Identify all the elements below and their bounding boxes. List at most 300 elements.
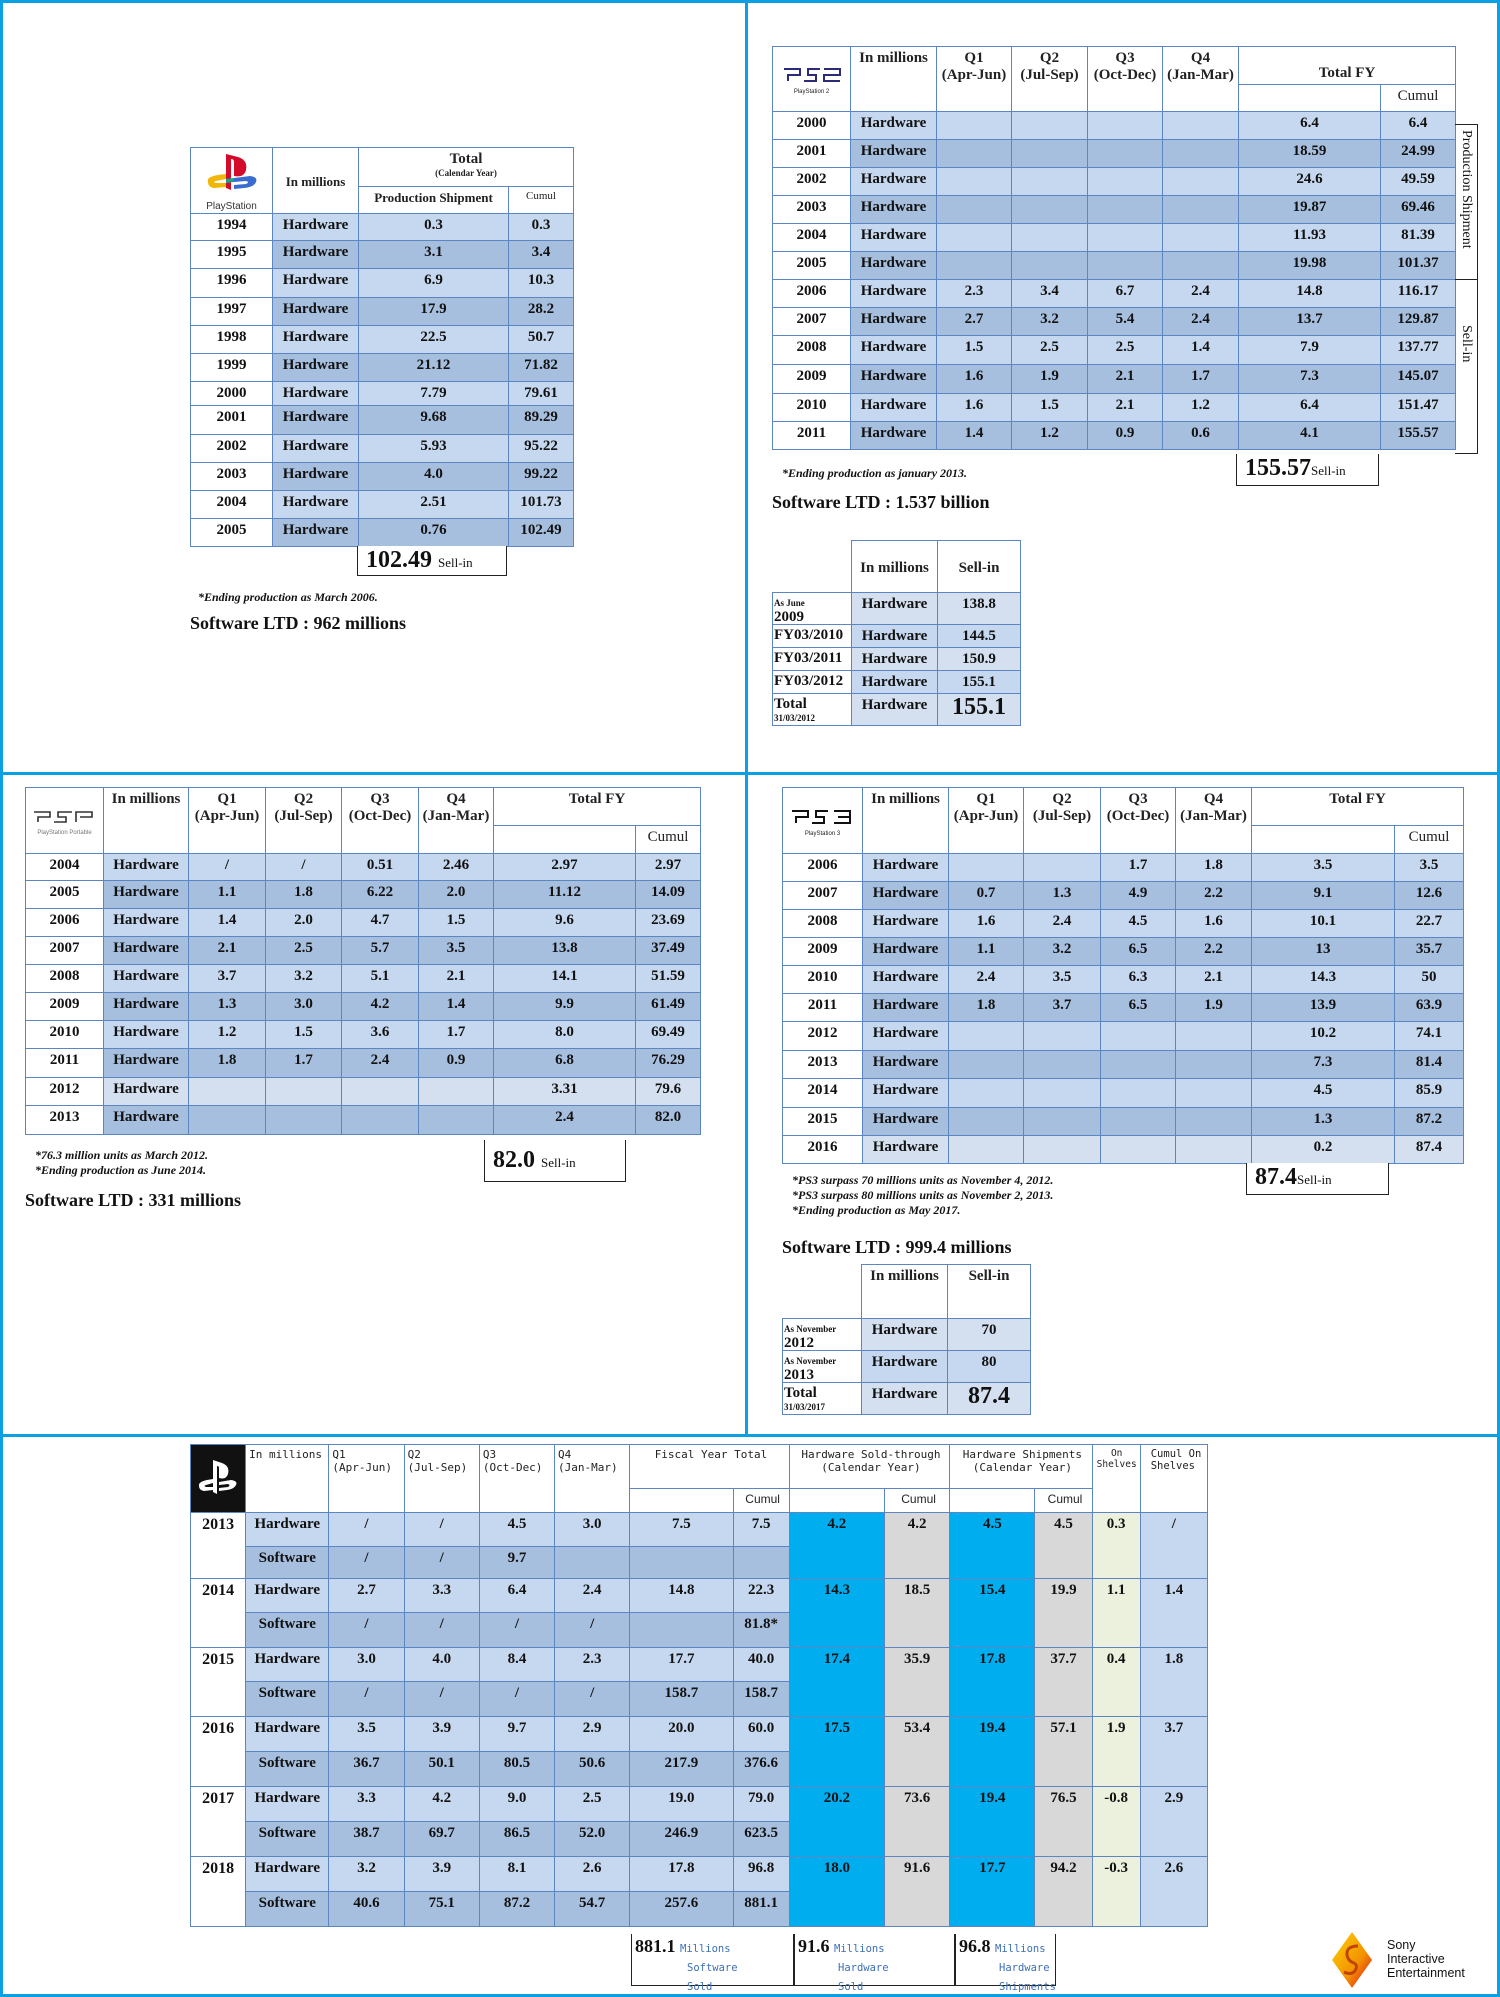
ps2-type: Hardware <box>851 365 937 394</box>
ps4-q1: 40.6 <box>329 1892 404 1927</box>
ps3-note-2: *PS3 surpass 80 millions units as November 2, 2013. <box>792 1188 1054 1202</box>
psp-header-blank <box>494 826 636 854</box>
psp-cumul: 2.97 <box>636 854 701 881</box>
ps4-header-shipments <box>950 1445 1092 1489</box>
ps3-header-q1 <box>949 788 1024 854</box>
psp-header-q1 <box>189 788 266 854</box>
ps4-type: Software <box>246 1822 329 1857</box>
sie-diamond-icon <box>1330 1930 1374 1990</box>
ps2-q3 <box>1088 168 1163 196</box>
ps3-row <box>783 1136 1464 1164</box>
ps4-total-software-value: 881.1 <box>635 1936 676 1956</box>
ps2-year: 2011 <box>773 422 851 450</box>
psp-q1: 1.8 <box>189 1049 266 1078</box>
ps4-q4: 54.7 <box>555 1892 630 1927</box>
ps2-q3-sub: (Oct-Dec) <box>1093 67 1157 83</box>
ps2-type: Hardware <box>851 252 937 280</box>
ps4-q2: 3.3 <box>404 1579 479 1613</box>
ps4-total-hw-ship-l2: Hardware <box>999 1962 1050 1974</box>
ps2-header-blank <box>1239 85 1381 112</box>
ps2-total: 19.98 <box>1239 252 1381 280</box>
ps3-row <box>783 910 1464 938</box>
ps4-shipments-cumul: 37.7 <box>1035 1648 1092 1717</box>
ps2-total: 7.3 <box>1239 365 1381 394</box>
ps1-table <box>190 147 574 547</box>
ps4-year: 2017 <box>191 1787 246 1857</box>
ps2-cumul: 6.4 <box>1381 112 1456 140</box>
ps2-header-q3 <box>1088 47 1163 112</box>
ps3-q3: Q3 <box>1128 791 1148 807</box>
ps1-row <box>191 326 574 354</box>
psp-q3: 5.1 <box>342 965 419 993</box>
ps4-type: Hardware <box>246 1648 329 1682</box>
ps3-q1 <box>949 1108 1024 1136</box>
ps4-shipments: 17.7 <box>950 1857 1035 1927</box>
ps4-ship-blank <box>950 1489 1035 1513</box>
psp-type: Hardware <box>104 965 189 993</box>
ps4-q2: 3.9 <box>404 1717 479 1752</box>
ps2-table <box>772 46 1456 450</box>
ps2-q2: 3.4 <box>1012 280 1088 308</box>
ps3-row <box>783 1079 1464 1108</box>
ps4-q4: Q4 <box>558 1448 572 1461</box>
ps3-total: 7.3 <box>1252 1051 1395 1079</box>
ps1-cumul: 102.49 <box>509 519 574 547</box>
ps1-logo-text: PlayStation <box>206 201 257 212</box>
psp-q4: 2.0 <box>419 881 494 909</box>
ps4-type: Software <box>246 1752 329 1787</box>
ps4-type: Software <box>246 1682 329 1717</box>
ps2-cumul: 137.77 <box>1381 336 1456 365</box>
psp-total: 14.1 <box>494 965 636 993</box>
ps2-year: 2007 <box>773 308 851 336</box>
psp-q1: 1.4 <box>189 909 266 937</box>
ps3-table <box>782 787 1464 1164</box>
ps4-q1: / <box>329 1547 404 1579</box>
psp-q2: 2.0 <box>266 909 342 937</box>
ps3-logo <box>783 788 863 854</box>
psp-total: 2.4 <box>494 1106 636 1135</box>
psp-q2: 3.2 <box>266 965 342 993</box>
ps4-q3-sub: (Oct-Dec) <box>482 1461 543 1474</box>
ps1-type: Hardware <box>273 491 359 519</box>
ps1-value: 3.1 <box>359 241 509 269</box>
psp-q4: 2.1 <box>419 965 494 993</box>
ps3-sellin-label <box>783 1383 862 1415</box>
ps3-cumul: 22.7 <box>1395 910 1464 938</box>
ps4-q2-sub: (Jul-Sep) <box>407 1461 468 1474</box>
psp-year: 2005 <box>26 881 104 909</box>
ps4-cumul: 376.6 <box>733 1752 789 1787</box>
psp-type: Hardware <box>104 937 189 965</box>
ps4-total-hw-ship-value: 96.8 <box>959 1936 991 1956</box>
ps2-type: Hardware <box>851 112 937 140</box>
ps3-cumul: 3.5 <box>1395 854 1464 882</box>
psp-row <box>26 909 701 937</box>
ps1-year: 1996 <box>191 269 273 298</box>
ps3-q3: 6.5 <box>1101 994 1176 1022</box>
ps4-sold-through: 17.5 <box>789 1717 884 1787</box>
ps4-q3: / <box>479 1682 554 1717</box>
ps4-shipments: 19.4 <box>950 1717 1035 1787</box>
ps4-header-in-millions: In millions <box>246 1445 329 1513</box>
ps1-cumul: 0.3 <box>509 214 574 241</box>
ps1-type: Hardware <box>273 269 359 298</box>
ps4-total: 257.6 <box>630 1892 733 1927</box>
ps4-row-hardware <box>191 1717 1208 1752</box>
psp-q3: 0.51 <box>342 854 419 881</box>
ps4-shipments-label: Hardware Shipments <box>962 1448 1082 1461</box>
ps4-on-shelves: -0.3 <box>1092 1857 1140 1927</box>
ps1-value: 5.93 <box>359 435 509 463</box>
ps3-year: 2012 <box>783 1022 863 1051</box>
ps3-q4 <box>1176 1022 1252 1051</box>
ps2-row <box>773 252 1456 280</box>
ps4-q4: 2.5 <box>555 1787 630 1822</box>
ps2-q2: 1.5 <box>1012 394 1088 422</box>
ps3-sellin-label-main: 2012 <box>784 1335 814 1351</box>
ps4-sold-through: 17.4 <box>789 1648 884 1717</box>
ps4-row-hardware <box>191 1513 1208 1547</box>
ps2-sellin-type: Hardware <box>852 593 938 625</box>
ps4-q3: 9.7 <box>479 1717 554 1752</box>
ps4-cumul: 881.1 <box>733 1892 789 1927</box>
psp-total: 2.97 <box>494 854 636 881</box>
ps3-header-q3 <box>1101 788 1176 854</box>
ps4-type: Hardware <box>246 1717 329 1752</box>
ps3-q2 <box>1024 1079 1101 1108</box>
ps1-cumul: 50.7 <box>509 326 574 354</box>
ps2-sellin-row <box>773 694 1021 726</box>
psp-year: 2009 <box>26 993 104 1021</box>
ps4-total: 19.0 <box>630 1787 733 1822</box>
ps1-value: 9.68 <box>359 406 509 435</box>
ps1-row <box>191 214 574 241</box>
ps3-q3 <box>1101 1022 1176 1051</box>
ps4-total <box>630 1547 733 1579</box>
ps3-sellin-corner <box>783 1265 862 1319</box>
ps2-total: 7.9 <box>1239 336 1381 365</box>
ps2-total: 6.4 <box>1239 394 1381 422</box>
ps4-q4: 2.9 <box>555 1717 630 1752</box>
ps1-year: 2003 <box>191 463 273 491</box>
ps4-on-shelves: 0.4 <box>1092 1648 1140 1717</box>
ps3-cumul: 63.9 <box>1395 994 1464 1022</box>
ps1-cumul: 10.3 <box>509 269 574 298</box>
ps4-sold-through: 20.2 <box>789 1787 884 1857</box>
ps3-q3: 1.7 <box>1101 854 1176 882</box>
psp-cumul: 82.0 <box>636 1106 701 1135</box>
psp-q2-sub: (Jul-Sep) <box>274 808 333 824</box>
ps4-q1: Q1 <box>332 1448 346 1461</box>
ps2-cumul: 101.37 <box>1381 252 1456 280</box>
ps4-q4 <box>555 1547 630 1579</box>
ps4-on-shelves: 1.1 <box>1092 1579 1140 1648</box>
ps4-total-software-l3: Sold <box>687 1981 713 1993</box>
ps4-sold-through-cumul: 18.5 <box>884 1579 949 1648</box>
sie-line-2: Interactive <box>1387 1952 1445 1966</box>
ps4-sold-through-cumul: 53.4 <box>884 1717 949 1787</box>
psp-year: 2011 <box>26 1049 104 1078</box>
psp-q1: 3.7 <box>189 965 266 993</box>
ps2-total-box <box>1236 454 1379 486</box>
ps3-q1: 1.6 <box>949 910 1024 938</box>
psp-cumul: 14.09 <box>636 881 701 909</box>
ps3-total: 13 <box>1252 938 1395 966</box>
ps3-sellin-label <box>783 1351 862 1383</box>
ps3-q3 <box>1101 1079 1176 1108</box>
ps3-sellin-row <box>783 1383 1031 1415</box>
ps3-sellin-label-main: 2013 <box>784 1367 814 1383</box>
psp-q3-sub: (Oct-Dec) <box>348 808 412 824</box>
ps4-shipments: 17.8 <box>950 1648 1035 1717</box>
ps4-q3: Q3 <box>482 1448 497 1461</box>
ps3-type: Hardware <box>863 910 949 938</box>
ps2-sellin-corner <box>773 541 852 593</box>
ps2-sellin-type: Hardware <box>852 625 938 648</box>
ps4-cumul-on-shelves: / <box>1140 1513 1207 1579</box>
psp-q2 <box>266 1106 342 1135</box>
ps2-header-total-fy: Total FY <box>1239 47 1456 85</box>
ps3-row <box>783 938 1464 966</box>
psp-q2: Q2 <box>293 791 314 807</box>
psp-total: 8.0 <box>494 1021 636 1049</box>
ps3-type: Hardware <box>863 1136 949 1164</box>
ps4-q4: 52.0 <box>555 1822 630 1857</box>
ps2-year: 2004 <box>773 224 851 252</box>
psp-software-ltd: Software LTD : 331 millions <box>25 1190 242 1210</box>
ps3-q1 <box>949 1079 1024 1108</box>
ps4-q1: 38.7 <box>329 1822 404 1857</box>
psp-total-value: 82.0 <box>493 1147 535 1173</box>
ps3-q1: Q1 <box>976 791 996 807</box>
psp-q4: 1.7 <box>419 1021 494 1049</box>
ps4-q4: 2.3 <box>555 1648 630 1682</box>
ps3-note-1: *PS3 surpass 70 millions units as November 4, 2012. <box>792 1173 1054 1187</box>
psp-cumul: 76.29 <box>636 1049 701 1078</box>
ps2-type: Hardware <box>851 336 937 365</box>
ps3-sellin-label-main: Total <box>784 1385 817 1401</box>
ps1-cumul: 89.29 <box>509 406 574 435</box>
ps4-total-hw-sold-l1: Millions <box>834 1943 885 1955</box>
ps3-year: 2006 <box>783 854 863 882</box>
psp-header-total-fy: Total FY <box>494 788 701 826</box>
ps3-logo-text: PlayStation 3 <box>804 830 841 837</box>
ps1-total-box <box>357 546 507 576</box>
ps3-year: 2016 <box>783 1136 863 1164</box>
psp-year: 2012 <box>26 1078 104 1106</box>
ps2-q3 <box>1088 112 1163 140</box>
ps2-q4 <box>1163 252 1239 280</box>
psp-cumul: 79.6 <box>636 1078 701 1106</box>
ps2-sellin-label-small: 31/03/2012 <box>774 713 816 723</box>
ps3-total: 13.9 <box>1252 994 1395 1022</box>
ps3-q3 <box>1101 1108 1176 1136</box>
ps1-type: Hardware <box>273 463 359 491</box>
ps1-header-production-shipment: Production Shipment <box>359 187 509 214</box>
ps3-type: Hardware <box>863 1079 949 1108</box>
ps2-year: 2010 <box>773 394 851 422</box>
ps2-header-q1 <box>937 47 1012 112</box>
ps1-year: 1997 <box>191 298 273 326</box>
ps4-q3: 8.4 <box>479 1648 554 1682</box>
ps2-q2 <box>1012 252 1088 280</box>
ps4-total: 14.8 <box>630 1579 733 1613</box>
ps4-q1-sub: (Apr-Jun) <box>332 1461 392 1474</box>
ps2-q2: 3.2 <box>1012 308 1088 336</box>
ps4-q2: 3.9 <box>404 1857 479 1892</box>
ps3-sellin-header-in-millions: In millions <box>862 1265 948 1319</box>
ps4-total-hw-sold-l3: Sold <box>838 1981 864 1993</box>
ps4-on-shelves: 0.3 <box>1092 1513 1140 1579</box>
psp-q3: 6.22 <box>342 881 419 909</box>
ps4-shipments: 4.5 <box>950 1513 1035 1579</box>
ps3-sellin-row <box>783 1319 1031 1351</box>
ps4-table <box>190 1444 1208 1927</box>
ps2-sellin-value: 155.1 <box>938 671 1021 694</box>
psp-logo-icon <box>32 809 98 825</box>
ps2-q4: 1.4 <box>1163 336 1239 365</box>
ps2-total: 14.8 <box>1239 280 1381 308</box>
ps4-shipments-cumul: 19.9 <box>1035 1579 1092 1648</box>
ps4-on-shelves: 1.9 <box>1092 1717 1140 1787</box>
ps2-total-label: Sell-in <box>1311 463 1346 478</box>
ps3-total-box <box>1246 1163 1389 1195</box>
ps2-row <box>773 140 1456 168</box>
ps3-row <box>783 1051 1464 1079</box>
psp-q4 <box>419 1078 494 1106</box>
ps2-sellin-label: FY03/2012 <box>773 671 852 694</box>
ps3-type: Hardware <box>863 966 949 994</box>
ps1-cumul: 28.2 <box>509 298 574 326</box>
ps3-q4: 1.8 <box>1176 854 1252 882</box>
ps4-total-hw-sold-value: 91.6 <box>798 1936 830 1956</box>
ps4-total: 246.9 <box>630 1822 733 1857</box>
ps1-row <box>191 491 574 519</box>
ps3-year: 2008 <box>783 910 863 938</box>
ps2-row <box>773 196 1456 224</box>
ps4-q3: 6.4 <box>479 1579 554 1613</box>
ps2-cumul: 151.47 <box>1381 394 1456 422</box>
ps1-type: Hardware <box>273 519 359 547</box>
psp-q3: 5.7 <box>342 937 419 965</box>
psp-year: 2007 <box>26 937 104 965</box>
ps2-q3: 6.7 <box>1088 280 1163 308</box>
sie-text <box>1387 1938 1465 1980</box>
ps3-sellin-type: Hardware <box>862 1351 948 1383</box>
ps2-total-value: 155.57 <box>1245 455 1311 481</box>
ps1-year: 2004 <box>191 491 273 519</box>
ps4-q4: 2.4 <box>555 1579 630 1613</box>
psp-q3: 4.2 <box>342 993 419 1021</box>
ps4-q1: / <box>329 1682 404 1717</box>
ps2-q1 <box>937 196 1012 224</box>
ps3-sellin-value: 87.4 <box>948 1383 1031 1415</box>
ps2-header-q4 <box>1163 47 1239 112</box>
ps1-logo <box>191 148 273 214</box>
ps4-cumul-on-shelves: 3.7 <box>1140 1717 1207 1787</box>
psp-q4 <box>419 1106 494 1135</box>
psp-total-label: Sell-in <box>541 1155 576 1170</box>
ps3-q1 <box>949 1051 1024 1079</box>
psp-cumul: 61.49 <box>636 993 701 1021</box>
ps1-row <box>191 382 574 406</box>
ps3-sellin-row <box>783 1351 1031 1383</box>
ps1-total-value: 102.49 <box>366 547 432 573</box>
ps4-type: Hardware <box>246 1513 329 1547</box>
ps3-sellin-label-small: As November <box>784 1356 837 1366</box>
ps4-q2: 4.0 <box>404 1648 479 1682</box>
psp-q2: / <box>266 854 342 881</box>
psp-q1 <box>189 1078 266 1106</box>
ps4-shipments: 19.4 <box>950 1787 1035 1857</box>
ps3-type: Hardware <box>863 1108 949 1136</box>
ps2-sellin-type: Hardware <box>852 671 938 694</box>
ps2-q3: Q3 <box>1115 50 1135 66</box>
ps3-q2: 3.2 <box>1024 938 1101 966</box>
ps3-cumul: 87.4 <box>1395 1136 1464 1164</box>
psp-q2: 1.5 <box>266 1021 342 1049</box>
ps1-type: Hardware <box>273 214 359 241</box>
psp-year: 2010 <box>26 1021 104 1049</box>
psp-total-box <box>484 1140 626 1182</box>
ps1-row <box>191 298 574 326</box>
psp-type: Hardware <box>104 993 189 1021</box>
ps2-sellin-row <box>773 648 1021 671</box>
ps2-type: Hardware <box>851 394 937 422</box>
ps4-q3: 9.0 <box>479 1787 554 1822</box>
psp-type: Hardware <box>104 1106 189 1135</box>
psp-q3: 3.6 <box>342 1021 419 1049</box>
sie-line-3: Entertainment <box>1387 1966 1465 1980</box>
ps1-row <box>191 463 574 491</box>
ps4-cumul <box>733 1547 789 1579</box>
ps1-row <box>191 435 574 463</box>
ps2-year: 2005 <box>773 252 851 280</box>
ps2-total: 18.59 <box>1239 140 1381 168</box>
psp-q4-sub: (Jan-Mar) <box>422 808 490 824</box>
ps2-q3 <box>1088 196 1163 224</box>
ps3-row <box>783 882 1464 910</box>
psp-cumul: 37.49 <box>636 937 701 965</box>
ps3-row <box>783 1108 1464 1136</box>
ps3-sellin-table <box>782 1264 1031 1415</box>
ps2-sellin-row <box>773 593 1021 625</box>
ps2-year: 2006 <box>773 280 851 308</box>
ps3-q4: 1.6 <box>1176 910 1252 938</box>
ps1-header-cumul: Cumul <box>509 187 574 214</box>
ps2-sellin-type: Hardware <box>852 648 938 671</box>
ps2-type: Hardware <box>851 196 937 224</box>
ps4-q2: / <box>404 1682 479 1717</box>
ps4-total-software-l1: Millions <box>680 1943 731 1955</box>
ps4-cumul-on-shelves: 2.6 <box>1140 1857 1207 1927</box>
ps1-year: 2001 <box>191 406 273 435</box>
ps4-q4: / <box>555 1682 630 1717</box>
ps2-cumul: 129.87 <box>1381 308 1456 336</box>
ps2-q2 <box>1012 140 1088 168</box>
ps3-sellin-value: 80 <box>948 1351 1031 1383</box>
ps3-year: 2014 <box>783 1079 863 1108</box>
psp-notes <box>35 1148 208 1178</box>
ps4-q1: 3.5 <box>329 1717 404 1752</box>
psp-row <box>26 1078 701 1106</box>
ps1-calendar-year-label: (Calendar Year) <box>435 168 497 178</box>
ps3-q1-sub: (Apr-Jun) <box>953 808 1019 824</box>
ps1-software-ltd: Software LTD : 962 millions <box>190 613 407 633</box>
ps4-header-fy-total: Fiscal Year Total <box>630 1445 789 1489</box>
ps4-row-hardware <box>191 1857 1208 1892</box>
